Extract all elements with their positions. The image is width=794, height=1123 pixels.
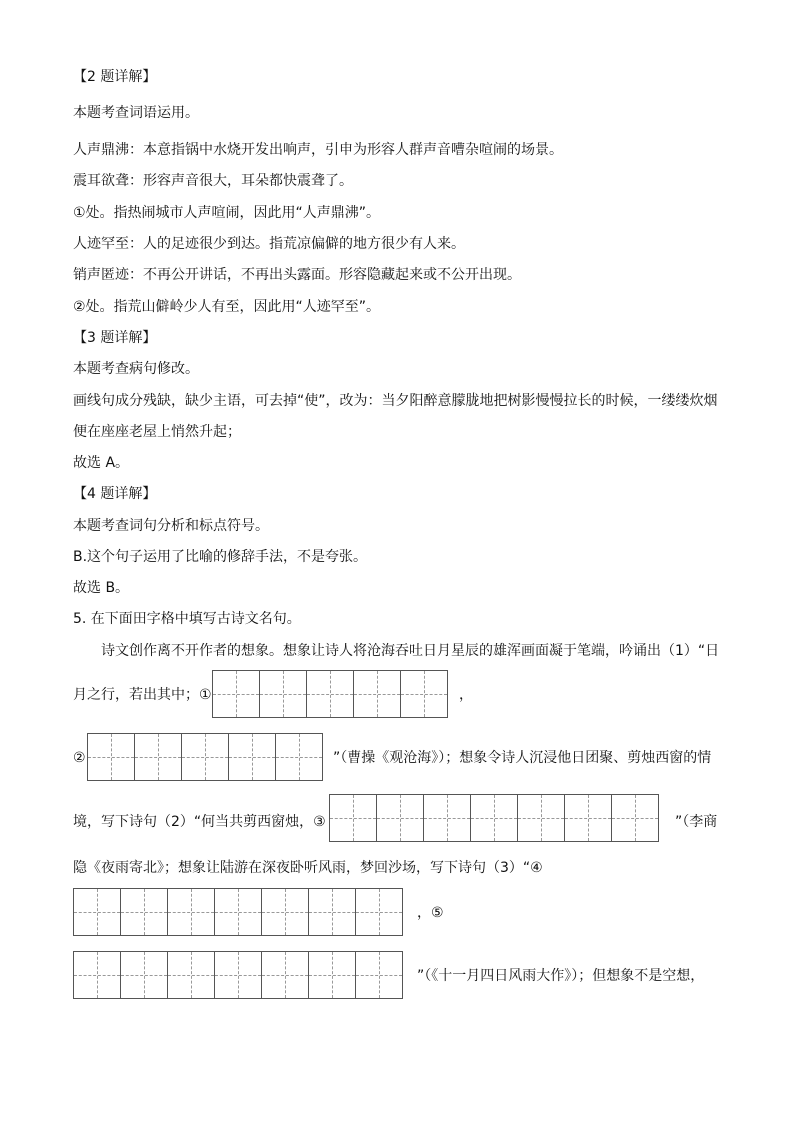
grid-cell[interactable] [167, 951, 215, 999]
grid-cell[interactable] [564, 794, 612, 842]
q5-p6-suffix: ，⑤ [417, 905, 444, 921]
grid-cell[interactable] [306, 670, 354, 718]
q5-p3-suffix: ”（曹操《观沧海》）；想象令诗人沉浸他日团聚、剪烛西窗的情 [333, 750, 712, 766]
grid-cell[interactable] [329, 794, 377, 842]
grid-cell[interactable] [181, 733, 229, 781]
q5-paragraph-1: 诗文创作离不开作者的想象。想象让诗人将沧海吞吐日月星辰的雄浑画面凝于笔端，吟诵出（1）“日 [101, 643, 720, 659]
grid-cell[interactable] [308, 951, 356, 999]
q5-p2-prefix: 月之行，若出其中；① [73, 687, 212, 703]
grid-cell[interactable] [308, 888, 356, 936]
q2-line-2: 人声鼎沸：本意指锅中水烧开发出响声，引申为形容人群声音嘈杂喧闹的场景。 [73, 142, 563, 158]
grid-cell[interactable] [134, 733, 182, 781]
q2-line-3: 震耳欲聋：形容声音很大，耳朵都快震聋了。 [73, 173, 353, 189]
grid-cell[interactable] [87, 733, 135, 781]
q3-line-2: 画线句成分残缺，缺少主语，可去掉“使”，改为：当夕阳醉意朦胧地把树影慢慢拉长的时候，一缕缕炊烟 [73, 393, 718, 409]
q5-p4-suffix: ”（李商 [675, 814, 718, 830]
q3-line-4: 故选 A。 [73, 455, 130, 471]
q3-heading: 【3 题详解】 [73, 330, 157, 346]
q5-p3-prefix: ② [73, 750, 86, 766]
q2-heading: 【2 题详解】 [73, 69, 157, 85]
q5-title: 5. 在下面田字格中填写古诗文名句。 [73, 611, 301, 627]
grid-cell[interactable] [73, 888, 121, 936]
q3-line-1: 本题考查病句修改。 [73, 361, 199, 377]
q2-line-7: ②处。指荒山僻岭少人有至，因此用“人迹罕至”。 [73, 299, 381, 315]
grid-cell[interactable] [212, 670, 260, 718]
q4-line-1: 本题考查词句分析和标点符号。 [73, 518, 269, 534]
grid-cell[interactable] [214, 951, 262, 999]
grid-cell[interactable] [167, 888, 215, 936]
answer-grid-4[interactable] [73, 888, 402, 936]
grid-cell[interactable] [259, 670, 307, 718]
q5-paragraph-5: 隐《夜雨寄北》；想象让陆游在深夜卧听风雨，梦回沙场，写下诗句（3）“④ [73, 860, 543, 876]
grid-cell[interactable] [261, 888, 309, 936]
grid-cell[interactable] [228, 733, 276, 781]
answer-grid-2[interactable] [87, 733, 322, 781]
grid-cell[interactable] [275, 733, 323, 781]
q2-line-6: 销声匿迹：不再公开讲话，不再出头露面。形容隐藏起来或不公开出现。 [73, 267, 521, 283]
grid-cell[interactable] [120, 951, 168, 999]
q5-p2-suffix: ， [459, 687, 473, 703]
grid-cell[interactable] [120, 888, 168, 936]
q2-line-1: 本题考查词语运用。 [73, 105, 199, 121]
grid-cell[interactable] [261, 951, 309, 999]
answer-grid-3[interactable] [329, 794, 658, 842]
grid-cell[interactable] [355, 951, 403, 999]
grid-cell[interactable] [73, 951, 121, 999]
answer-grid-5[interactable] [73, 951, 402, 999]
grid-cell[interactable] [376, 794, 424, 842]
q3-line-3: 便在座座老屋上悄然升起； [73, 424, 241, 440]
grid-cell[interactable] [423, 794, 471, 842]
q4-line-3: 故选 B。 [73, 580, 130, 596]
grid-cell[interactable] [214, 888, 262, 936]
grid-cell[interactable] [470, 794, 518, 842]
grid-cell[interactable] [611, 794, 659, 842]
q4-heading: 【4 题详解】 [73, 486, 157, 502]
grid-cell[interactable] [400, 670, 448, 718]
q5-p7-suffix: ”（《十一月四日风雨大作》）；但想象不是空想， [417, 968, 705, 984]
grid-cell[interactable] [355, 888, 403, 936]
q5-p4-prefix: 境，写下诗句（2）“何当共剪西窗烛，③ [73, 814, 326, 830]
q4-line-2: B.这个句子运用了比喻的修辞手法，不是夸张。 [73, 549, 368, 565]
q2-line-5: 人迹罕至：人的足迹很少到达。指荒凉偏僻的地方很少有人来。 [73, 236, 465, 252]
answer-grid-1[interactable] [212, 670, 447, 718]
grid-cell[interactable] [353, 670, 401, 718]
q2-line-4: ①处。指热闹城市人声喧闹，因此用“人声鼎沸”。 [73, 205, 381, 221]
grid-cell[interactable] [517, 794, 565, 842]
